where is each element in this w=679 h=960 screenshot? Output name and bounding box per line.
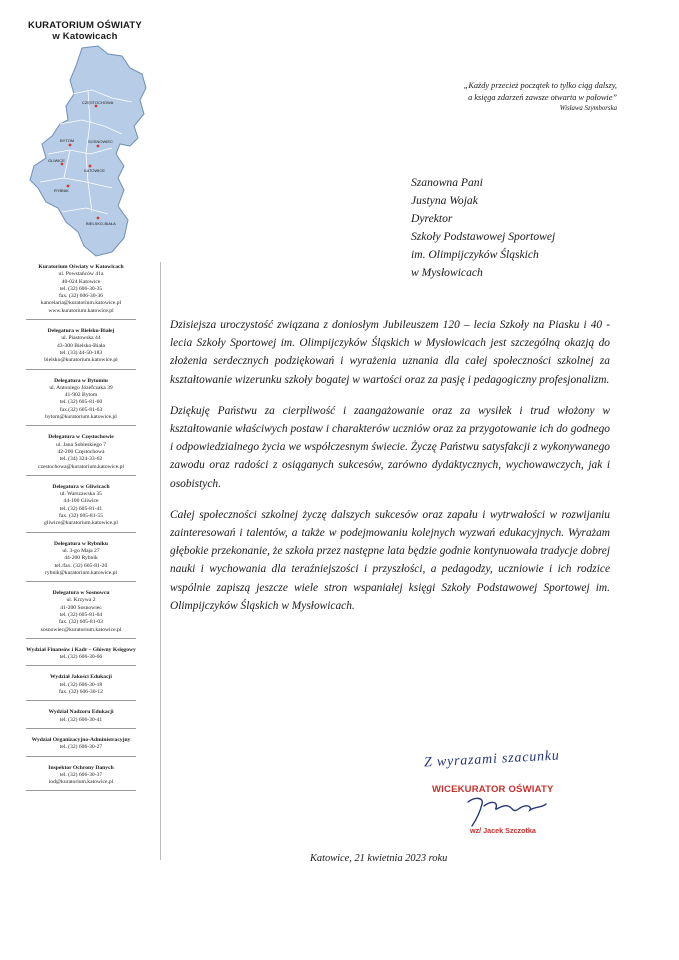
quote-line-2: a księga zdarzeń zawsze otwarta w połowie” — [468, 92, 617, 102]
office-separator — [26, 700, 136, 701]
org-name: KURATORIUM OŚWIATY — [28, 20, 142, 31]
office-contact-block — [6, 378, 156, 427]
office-contact-block — [6, 709, 156, 729]
office-separator — [26, 425, 136, 426]
office-detail-line: tel. (32) 605-81-04 — [59, 611, 103, 618]
office-detail-line: fax. (32) 605-81-55 — [59, 513, 103, 520]
office-name: Delegatura w Sosnowcu — [52, 590, 110, 597]
office-detail-line: tel. (32) 606-30-35 — [59, 285, 103, 292]
quote-author: Wisława Szymborska — [559, 105, 617, 112]
org-city: w Katowicach — [52, 31, 118, 42]
quote-line-1: „Każdy przecież początek to tylko ciąg dalszy, — [463, 81, 617, 90]
office-separator — [26, 319, 136, 320]
office-detail-line: gliwice@kuratorium.katowice.pl — [44, 520, 118, 527]
recipient-line: w Mysłowicach — [411, 266, 483, 279]
office-name: Delegatura w Częstochowie — [48, 434, 114, 441]
office-detail-line: bytom@kuratorium.katowice.pl — [45, 414, 117, 421]
office-detail-line: tel. (32) 606-30-18 — [59, 681, 103, 688]
map-label-rybnik: RYBNIK — [54, 188, 69, 193]
office-separator — [26, 790, 136, 791]
office-contact-block — [6, 484, 156, 533]
office-detail-line: 43-300 Bielsko-Biała — [56, 342, 105, 349]
office-detail-line: ul. 3-go Maja 27 — [62, 547, 100, 554]
office-detail-line: www.kuratorium.katowice.pl — [48, 307, 114, 314]
office-name: Inspektor Ochrony Danych — [48, 764, 114, 771]
office-contact-block — [6, 737, 156, 757]
office-detail-line: 42-200 Częstochowa — [57, 448, 105, 455]
office-detail-line: 40-024 Katowice — [61, 278, 101, 285]
office-separator — [26, 532, 136, 533]
office-detail-line: tel. (32) 606-30-27 — [59, 744, 103, 751]
office-detail-line: tel. (32) 605-81-41 — [59, 505, 103, 512]
office-detail-line: tel. (32) 606-30-66 — [59, 654, 103, 661]
office-detail-line: tel. (33) 44-50-183 — [59, 349, 103, 356]
office-separator — [26, 581, 136, 582]
letter-body — [170, 316, 610, 628]
handwritten-signature — [462, 794, 552, 828]
office-detail-line: tel. (34) 324-33-62 — [59, 456, 103, 463]
recipient-line: im. Olimpijczyków Śląskich — [411, 248, 539, 261]
body-paragraph: Dziękuję Państwu za cierpliwość i zaangażowanie oraz za wysiłek i trud włożony w kształtowanie właściwych postaw i charakterów uczniów oraz za przygotowanie ich do godnego i odpowiedzialnego życia we współczesnym świecie. Życzę Państwu satysfakcji z wykonywanego zawodu oraz radości z osiąganych sukcesów, zarówno dydaktycznych, wychowawczych, jak i osobistych. — [170, 404, 610, 490]
office-detail-line: iod@kuratorium.katowice.pl — [48, 779, 114, 786]
office-detail-line: ul. Powstańców 41a — [58, 271, 104, 278]
office-contact-block — [6, 264, 156, 320]
map-label-bytom: BYTOM — [60, 138, 75, 143]
office-name: Delegatura w Bielsku-Białej — [47, 328, 115, 335]
recipient-line: Szanowna Pani — [411, 176, 483, 189]
office-name: Wydział Finansów i Kadr – Główny Księgowy — [26, 646, 136, 653]
office-detail-line: fax. (32) 605-81-03 — [59, 619, 103, 626]
office-detail-line: 44-200 Rybnik — [64, 555, 98, 562]
office-name: Wydział Organizacyjno-Administracyjny — [31, 736, 131, 743]
map-label-sosnowiec: SOSNOWIEC — [88, 139, 113, 144]
handwritten-closing: Z wyrazami szacunku — [423, 748, 561, 771]
recipient-line: Szkoły Podstawowej Sportowej — [411, 230, 556, 243]
office-separator — [26, 756, 136, 757]
office-separator — [26, 475, 136, 476]
contact-sidebar — [6, 264, 156, 799]
office-contact-block — [6, 541, 156, 582]
office-detail-line: rybnik@kuratorium.katowice.pl — [45, 569, 117, 576]
stamp-name: wz/ Jacek Szczotka — [470, 826, 536, 835]
office-detail-line: ul. Piastowska 44 — [61, 335, 101, 342]
office-detail-line: kancelaria@kuratorium.katowice.pl — [40, 300, 122, 307]
office-detail-line: fax.(32) 605-81-63 — [59, 406, 103, 413]
office-detail-line: tel. (32) 606-30-41 — [59, 716, 103, 723]
office-contact-block — [6, 328, 156, 369]
office-contact-block — [6, 674, 156, 701]
office-contact-block — [6, 590, 156, 639]
office-detail-line: 44-100 Gliwice — [63, 498, 99, 505]
office-contact-block — [6, 765, 156, 792]
office-detail-line: tel./fax. (32) 605-81-20 — [54, 562, 108, 569]
office-name: Delegatura w Rybniku — [54, 540, 108, 547]
office-detail-line: tel. (32) 605-81-60 — [59, 399, 103, 406]
office-detail-line: bielsko@kuratorium.katowice.pl — [44, 357, 118, 364]
office-detail-line: 41-200 Sosnowiec — [60, 604, 102, 611]
recipient-line: Justyna Wojak — [411, 194, 478, 207]
map-label-bielsko: BIELSKO-BIAŁA — [86, 221, 116, 226]
region-map — [12, 42, 152, 264]
office-detail-line: ul. Warszawska 35 — [60, 491, 102, 498]
map-label-czestochowa: CZĘSTOCHOWA — [82, 100, 114, 105]
body-paragraph: Dzisiejsza uroczystość związana z doniosłym Jubileuszem 120 – lecia Szkoły na Piasku i 40 - lecia Szkoły Sportowej im. Olimpijczyków Śląskich w Mysłowicach jest szczególną okazją do złożenia serdecznych podziękowań i wyrażenia uznania dla całej społeczności szkolnej za kształtowanie wizerunku szkoły bogatej w wartości oraz za pasję i pedagogiczny profesjonalizm. — [170, 319, 610, 386]
office-separator — [26, 728, 136, 729]
body-paragraph: Całej społeczności szkolnej życzę dalszych sukcesów oraz zapału i wytrwałości w rozwijaniu zainteresowań i talentów, a także w podejmowaniu kolejnych wyzwań edukacyjnych. Wyrażam głębokie przekonanie, że szkoła przez następne lata będzie godnie kontynuowała tradycje dobrej nauki i wychowania dla teraźniejszości i przyszłości, a pedagodzy, uczniowie i ich rodzice wspólnie zapiszą jeszcze wiele stron wspaniałej księgi Szkoły Podstawowej Sportowej im. Olimpijczyków Śląskich w Mysłowicach. — [170, 508, 610, 612]
motto-quote — [464, 80, 617, 115]
office-name: Delegatura w Gliwicach — [52, 483, 110, 490]
office-detail-line: sosnowiec@kuratorium.katowice.pl — [40, 626, 122, 633]
stamp-title: WICEKURATOR OŚWIATY — [432, 784, 554, 795]
office-detail-line: czestochowa@kuratorium.katowice.pl — [38, 463, 124, 470]
office-detail-line: ul. Antoniego Józefczaka 39 — [49, 384, 113, 391]
office-name: Kuratorium Oświaty w Katowicach — [38, 264, 124, 270]
map-label-gliwice: GLIWICE — [48, 158, 65, 163]
office-separator — [26, 638, 136, 639]
office-separator — [26, 369, 136, 370]
org-header — [20, 20, 150, 42]
office-detail-line: fax. (32) 606-30-36 — [59, 293, 103, 300]
office-contact-block — [6, 434, 156, 475]
recipient-line: Dyrektor — [411, 212, 453, 225]
office-name: Wydział Nadzoru Edukacji — [48, 709, 114, 716]
office-contact-block — [6, 647, 156, 667]
office-separator — [26, 665, 136, 666]
office-detail-line: ul. Jana Sobieskiego 7 — [55, 441, 107, 448]
sidebar-divider — [160, 262, 161, 860]
office-name: Wydział Jakości Edukacji — [50, 674, 112, 681]
map-label-katowice: KATOWICE — [84, 168, 105, 173]
office-name: Delegatura w Bytomiu — [54, 377, 108, 384]
office-detail-line: 41-902 Bytom — [64, 392, 98, 399]
office-detail-line: ul. Krzywa 2 — [66, 597, 96, 604]
recipient-block — [411, 174, 555, 282]
letter-date: Katowice, 21 kwietnia 2023 roku — [310, 853, 448, 864]
office-detail-line: fax. (32) 606-30-12 — [59, 689, 103, 696]
office-detail-line: tel. (32) 606-30-37 — [59, 771, 103, 778]
